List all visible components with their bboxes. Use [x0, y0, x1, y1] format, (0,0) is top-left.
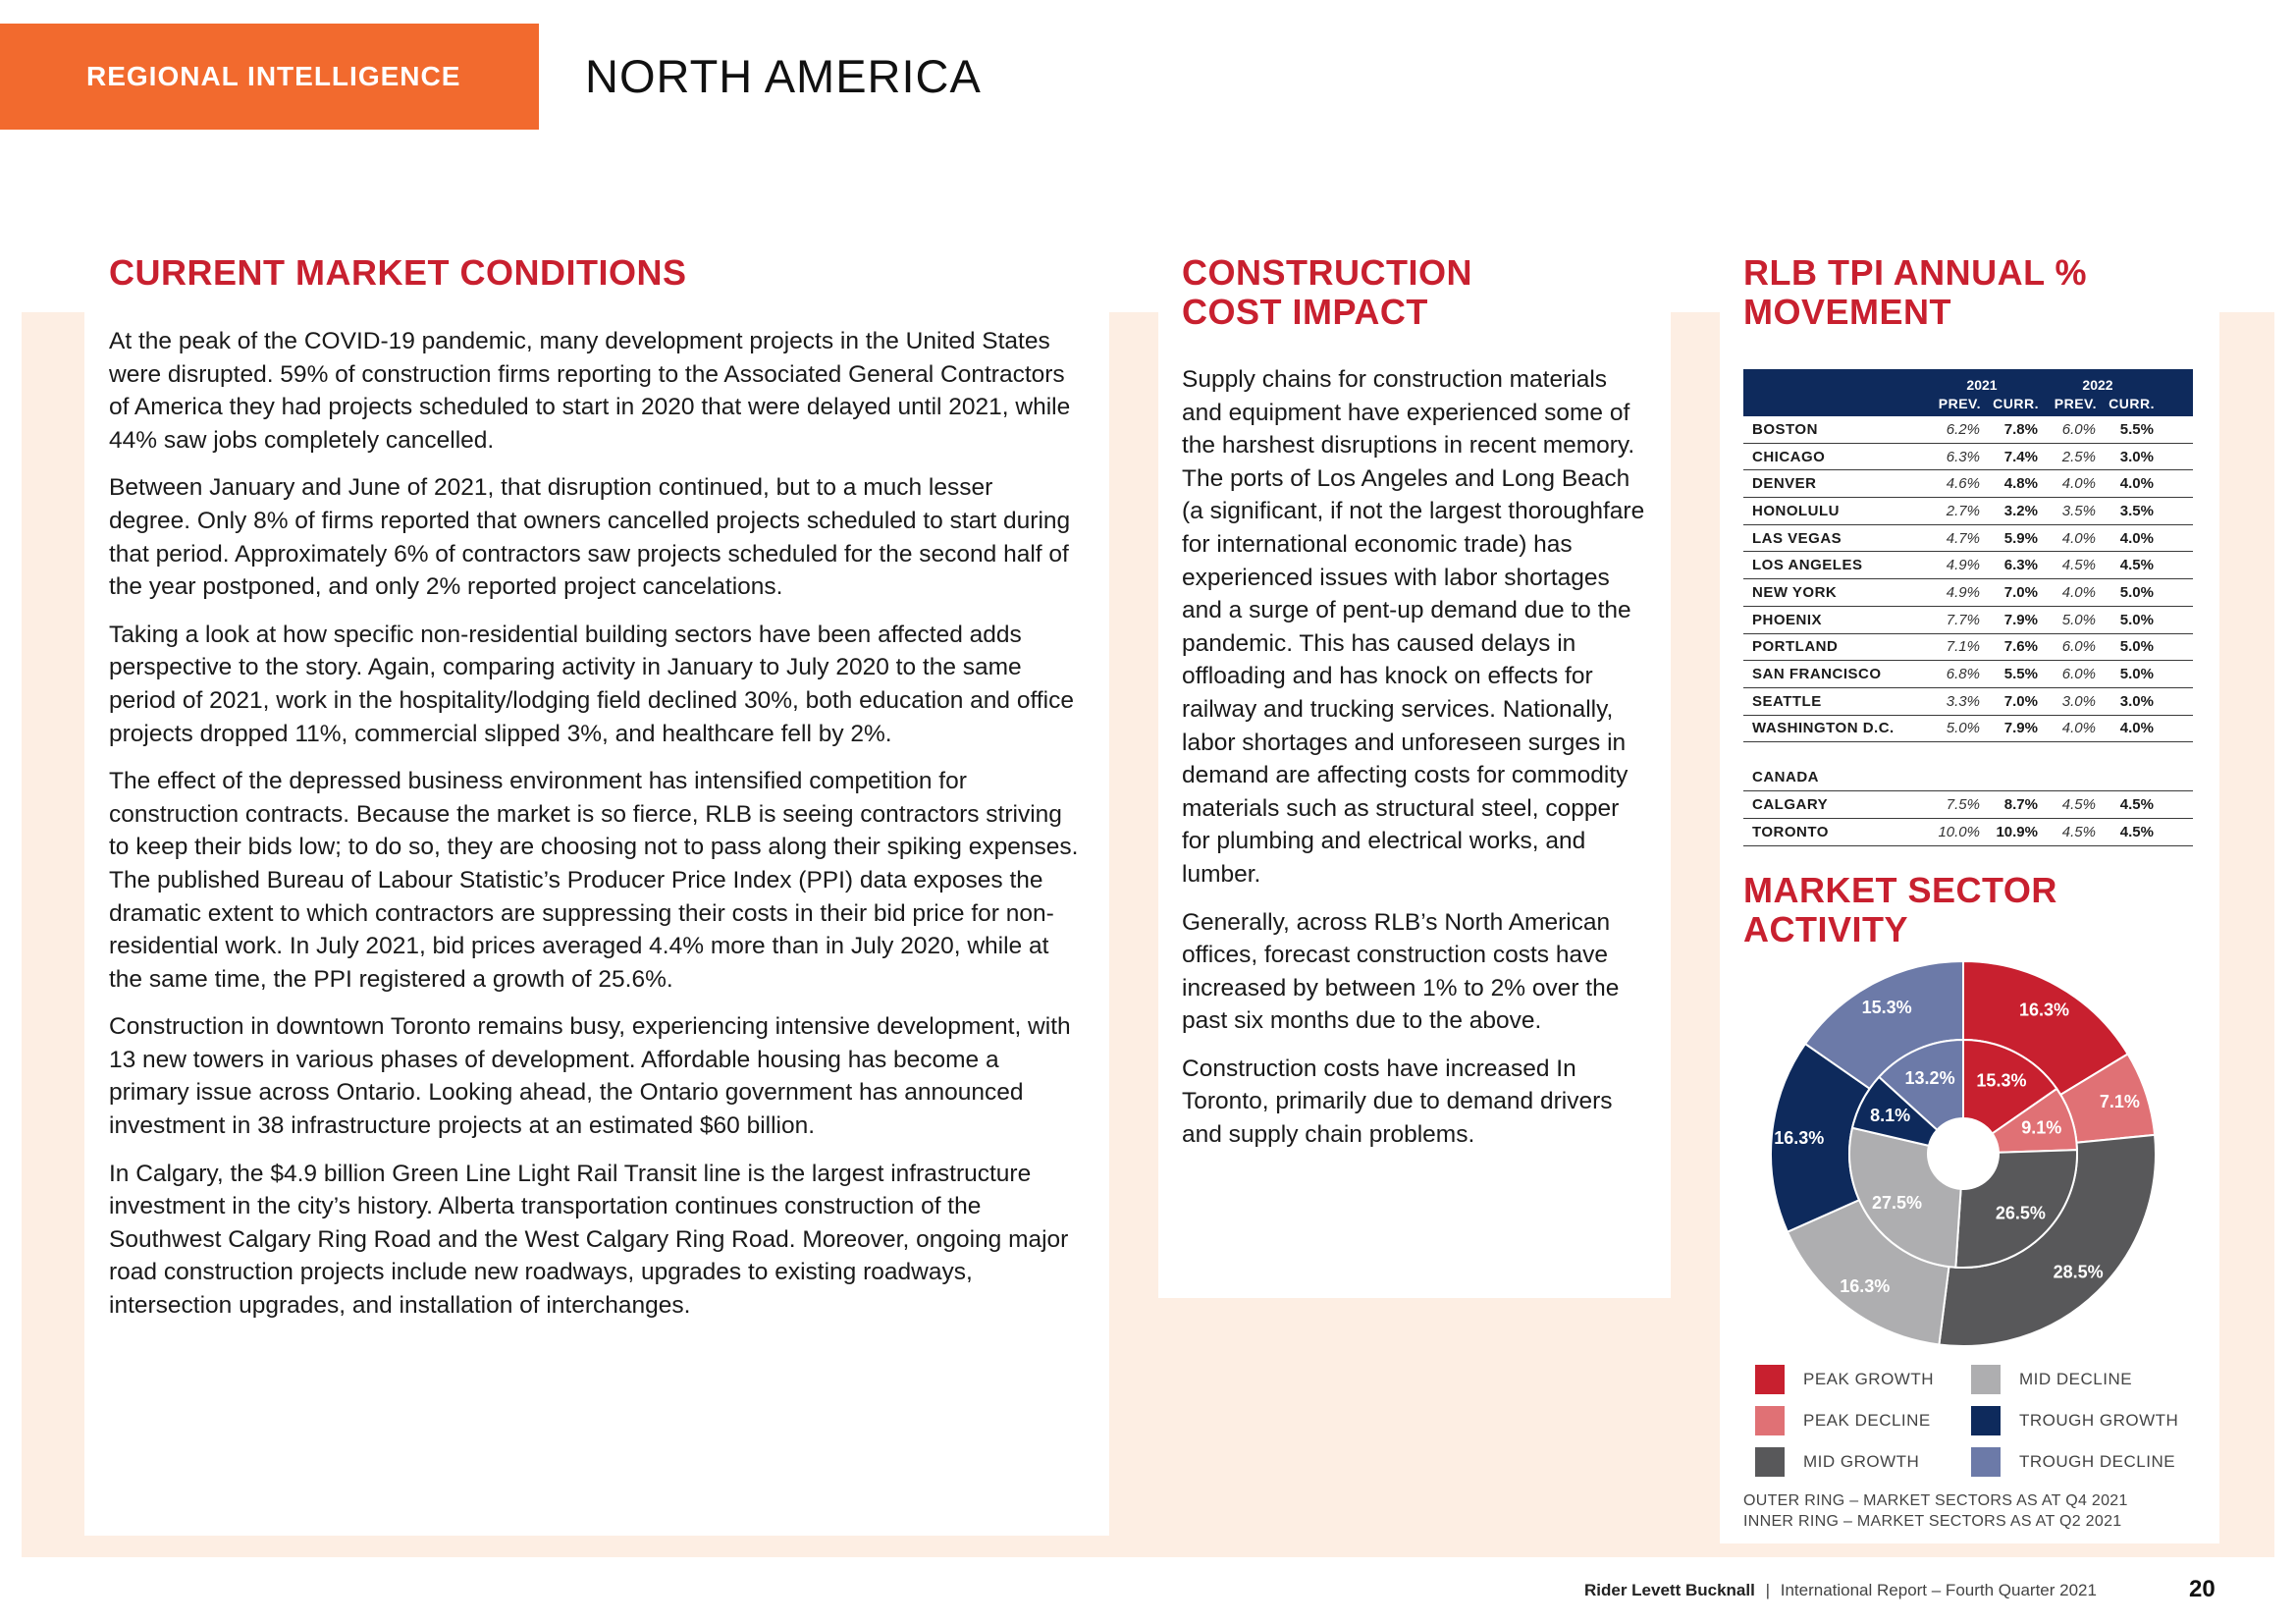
tpi-value: 4.0% [2061, 529, 2096, 547]
tpi-value: 4.7% [1946, 529, 1980, 547]
tpi-value: 4.9% [1946, 583, 1980, 601]
legend-swatch [1971, 1447, 2001, 1477]
col-prev: PREV. [2054, 396, 2097, 411]
inner-ring-label: 9.1% [2021, 1117, 2062, 1138]
legend-item [1755, 1406, 1931, 1435]
legend-swatch [1971, 1406, 2001, 1435]
tpi-value: 4.0% [2119, 475, 2154, 493]
section-tag: REGIONAL INTELLIGENCE [0, 24, 539, 130]
tpi-value: 4.9% [1946, 557, 1980, 574]
tpi-value: 6.0% [2061, 666, 2096, 683]
tpi-city: HONOLULU [1752, 502, 1840, 519]
tpi-city: TORONTO [1752, 823, 1829, 840]
outer-ring-label: 28.5% [2053, 1262, 2104, 1282]
tpi-city: CALGARY [1752, 796, 1829, 814]
tpi-city: PHOENIX [1752, 611, 1823, 628]
tpi-row [1743, 661, 2193, 688]
tpi-value: 4.5% [2061, 823, 2096, 840]
tpi-value: 6.0% [2061, 638, 2096, 656]
legend-label: TROUGH DECLINE [2019, 1452, 2176, 1471]
cost-impact-title [1182, 253, 1472, 332]
paragraph: In Calgary, the $4.9 billion Green Line Light Rail Transit line is the largest infrastructure investment in the city’s history. Alberta transportation continues construction of the Southwest Calgary Ring Road and the West Calgary Ring Road. Moreover, ongoing major road construction projects include new roadways, upgrades to existing roadways, intersection upgrades, and installation of interchanges. [109, 1160, 1069, 1320]
footer-company: Rider Levett Bucknall [1584, 1581, 1755, 1599]
outer-ring-label: 7.1% [2099, 1091, 2140, 1111]
tpi-city: SEATTLE [1752, 692, 1822, 710]
col-curr: CURR. [1993, 396, 2039, 411]
year-2021: 2021 [1966, 377, 1998, 393]
page-number: 20 [2189, 1576, 2216, 1602]
tpi-title [1743, 253, 2087, 332]
inner-ring-label: 27.5% [1872, 1193, 1923, 1214]
outer-ring-label: 16.3% [2018, 1000, 2069, 1020]
tpi-value: 5.0% [2119, 638, 2154, 656]
legend-label: PEAK DECLINE [1803, 1411, 1931, 1430]
tpi-value: 7.9% [2003, 611, 2038, 628]
legend-item [1755, 1365, 1934, 1394]
page-title: NORTH AMERICA [585, 50, 982, 102]
tpi-value: 5.0% [1946, 720, 1980, 737]
tpi-value: 7.5% [1946, 796, 1980, 814]
tpi-value: 4.5% [2119, 823, 2154, 840]
outer-ring-label: 16.3% [1840, 1275, 1891, 1296]
tpi-value: 2.5% [2061, 448, 2096, 465]
tpi-city: LAS VEGAS [1752, 529, 1842, 547]
tpi-city: NEW YORK [1752, 583, 1838, 601]
tpi-value: 3.2% [2003, 502, 2038, 519]
tpi-value: 4.5% [2119, 796, 2154, 814]
tpi-city: LOS ANGELES [1752, 557, 1863, 574]
legend-label: PEAK GROWTH [1803, 1370, 1935, 1388]
tpi-value: 10.0% [1938, 823, 1980, 840]
inner-ring-label: 8.1% [1870, 1105, 1911, 1125]
legend-item [1971, 1406, 2178, 1435]
footer-report: International Report – Fourth Quarter 2021 [1780, 1581, 2097, 1599]
outer-ring-label: 15.3% [1861, 998, 1912, 1018]
tpi-row [1743, 634, 2193, 662]
tpi-city: DENVER [1752, 475, 1817, 493]
tpi-value: 3.0% [2119, 448, 2154, 465]
legend-item [1755, 1447, 1919, 1477]
tpi-value: 7.8% [2003, 420, 2038, 438]
paragraph: Between January and June of 2021, that disruption continued, but to a much lesser degree. Only 8% of firms reported that owners cancelled projects scheduled to start during that period. Approximately 6% of contractors saw projects scheduled for the second half of the year postponed, and only 2% reported project cancelations. [109, 474, 1071, 601]
tpi-row [1743, 716, 2193, 743]
tpi-value: 4.0% [2119, 720, 2154, 737]
tpi-table [1743, 369, 2193, 846]
tpi-value: 2.7% [1946, 502, 1980, 519]
paragraph: Generally, across RLB’s North American offices, forecast construction costs have increased by between 1% to 2% over the past six months due to the above. [1182, 908, 1620, 1035]
tpi-value: 4.5% [2061, 796, 2096, 814]
paragraph: The effect of the depressed business environment has intensified competition for construction contracts. Because the market is so fierce, RLB is seeing contractors striving to keep their bids low; to do so, they are choosing not to pass along their spiking expenses. The published Bureau of Labour Statistic’s Producer Price Index (PPI) data exposes the dramatic extent to which contractors are suppressing their costs in their bid price for non-residential work. In July 2021, bid prices averaged 4.4% more than in July 2020, while at the same time, the PPI registered a growth of 25.6%. [109, 768, 1079, 993]
paragraph: Construction costs have increased In Toronto, primarily due to demand drivers and supply chain problems. [1182, 1055, 1613, 1149]
tpi-row [1743, 470, 2193, 498]
tpi-value: 5.5% [2119, 420, 2154, 438]
legend-label: MID GROWTH [1803, 1452, 1920, 1471]
tpi-city: WASHINGTON D.C. [1752, 720, 1895, 737]
tpi-value: 3.5% [2119, 502, 2154, 519]
cost-impact-text [1182, 363, 1653, 1166]
tpi-table-header [1743, 369, 2193, 416]
tpi-value: 4.0% [2061, 475, 2096, 493]
tpi-value: 3.5% [2061, 502, 2096, 519]
paragraph: Supply chains for construction materials and equipment have experienced some of the harshest disruptions in recent memory. The ports of Los Angeles and Long Beach (a significant, if not the largest thoroughfare for international economic trade) has experienced issues with labor shortages and a surge of pent-up demand due to the pandemic. This has caused delays in offloading and has knock on effects for railway and trucking services. Nationally, labor shortages and unforeseen surges in demand are affecting costs for commodity materials such as structural steel, copper for plumbing and electrical works, and lumber. [1182, 366, 1645, 888]
tpi-value: 4.6% [1946, 475, 1980, 493]
ring-notes [1743, 1490, 2128, 1532]
tpi-value: 4.0% [2061, 720, 2096, 737]
inner-ring-label: 13.2% [1904, 1068, 1955, 1089]
legend-swatch [1971, 1365, 2001, 1394]
tpi-value: 6.0% [2061, 420, 2096, 438]
year-2022: 2022 [2082, 377, 2113, 393]
inner-ring-label: 15.3% [1976, 1070, 2027, 1091]
tpi-value: 6.3% [1946, 448, 1980, 465]
tpi-row [1743, 819, 2193, 846]
tpi-row [1743, 525, 2193, 553]
tpi-value: 3.0% [2119, 692, 2154, 710]
tpi-value: 4.0% [2061, 583, 2096, 601]
tpi-row [1743, 791, 2193, 819]
tpi-value: 5.0% [2119, 583, 2154, 601]
tpi-row [1743, 607, 2193, 634]
paragraph: Construction in downtown Toronto remains busy, experiencing intensive development, with 13 new towers in various phases of development. Affordable housing has become a primary issue across Ontario. Looking ahead, the Ontario government has announced investment in 38 infrastructure projects at an estimated $60 billion. [109, 1013, 1071, 1140]
market-sector-title-line1: MARKET SECTOR [1743, 870, 2057, 910]
legend-label: TROUGH GROWTH [2019, 1411, 2179, 1430]
tpi-value: 5.9% [2003, 529, 2038, 547]
tpi-value: 6.8% [1946, 666, 1980, 683]
market-sector-donut-chart [1767, 957, 2160, 1350]
inner-ring-note: INNER RING – MARKET SECTORS AS AT Q2 2021 [1743, 1513, 2122, 1530]
tpi-row [1743, 416, 2193, 444]
market-sector-title-line2: ACTIVITY [1743, 909, 1909, 949]
tpi-city: CHICAGO [1752, 448, 1826, 465]
tpi-value: 4.5% [2119, 557, 2154, 574]
cost-impact-title-line1: CONSTRUCTION [1182, 252, 1472, 293]
tpi-city: BOSTON [1752, 420, 1818, 438]
tpi-value: 7.6% [2003, 638, 2038, 656]
tpi-value: 5.0% [2119, 611, 2154, 628]
cost-impact-title-line2: COST IMPACT [1182, 292, 1428, 332]
footer-separator: | [1765, 1581, 1770, 1599]
tpi-value: 4.8% [2003, 475, 2038, 493]
tpi-value: 7.4% [2003, 448, 2038, 465]
tpi-us-rows [1743, 416, 2193, 742]
tpi-city: PORTLAND [1752, 638, 1839, 656]
tpi-canada-rows [1743, 791, 2193, 845]
current-market-title: CURRENT MARKET CONDITIONS [109, 252, 687, 293]
market-sector-title [1743, 871, 2057, 949]
tpi-row [1743, 688, 2193, 716]
tpi-value: 5.0% [2061, 611, 2096, 628]
legend-swatch [1755, 1447, 1785, 1477]
tpi-value: 5.0% [2119, 666, 2154, 683]
footer [1584, 1581, 2097, 1600]
inner-ring-label: 26.5% [1995, 1203, 2046, 1223]
tpi-row [1743, 498, 2193, 525]
tpi-value: 7.0% [2003, 583, 2038, 601]
paragraph: At the peak of the COVID-19 pandemic, many development projects in the United States were disrupted. 59% of construction firms reporting to the Associated General Contractors of America they had projects scheduled to start in 2020 that were delayed until 2021, while 44% saw jobs completely cancelled. [109, 328, 1071, 454]
tpi-value: 7.9% [2003, 720, 2038, 737]
tpi-value: 4.5% [2061, 557, 2096, 574]
donut-hole [1928, 1118, 1999, 1189]
tpi-value: 3.0% [2061, 692, 2096, 710]
tpi-value: 3.3% [1946, 692, 1980, 710]
tpi-value: 4.0% [2119, 529, 2154, 547]
outer-ring-label: 16.3% [1774, 1128, 1825, 1149]
tpi-value: 5.5% [2003, 666, 2038, 683]
tpi-city: SAN FRANCISCO [1752, 666, 1882, 683]
legend-swatch [1755, 1406, 1785, 1435]
legend-swatch [1755, 1365, 1785, 1394]
col-curr: CURR. [2109, 396, 2155, 411]
tpi-row [1743, 444, 2193, 471]
tpi-value: 6.2% [1946, 420, 1980, 438]
tpi-value: 7.0% [2003, 692, 2038, 710]
current-market-text [109, 325, 1081, 1337]
col-prev: PREV. [1938, 396, 1981, 411]
tpi-value: 7.1% [1946, 638, 1980, 656]
tpi-value: 6.3% [2003, 557, 2038, 574]
tpi-row [1743, 552, 2193, 579]
tpi-value: 8.7% [2003, 796, 2038, 814]
tpi-title-line2: MOVEMENT [1743, 292, 1952, 332]
tpi-title-line1: RLB TPI ANNUAL % [1743, 252, 2087, 293]
tpi-value: 10.9% [1996, 823, 2038, 840]
legend-item [1971, 1447, 2175, 1477]
tpi-row [1743, 579, 2193, 607]
outer-ring-note: OUTER RING – MARKET SECTORS AS AT Q4 2021 [1743, 1492, 2128, 1509]
tpi-value: 7.7% [1946, 611, 1980, 628]
paragraph: Taking a look at how specific non-residential building sectors have been affected adds perspective to the story. Again, comparing activity in January to July 2020 to the same period of 2021, work in the hospitality/lodging field declined 30%, both education and office projects dropped 11%, commercial slipped 3%, and healthcare fell by 2%. [109, 621, 1074, 747]
legend-item [1971, 1365, 2132, 1394]
legend-label: MID DECLINE [2019, 1370, 2133, 1388]
tpi-canada-label: CANADA [1743, 764, 2193, 791]
